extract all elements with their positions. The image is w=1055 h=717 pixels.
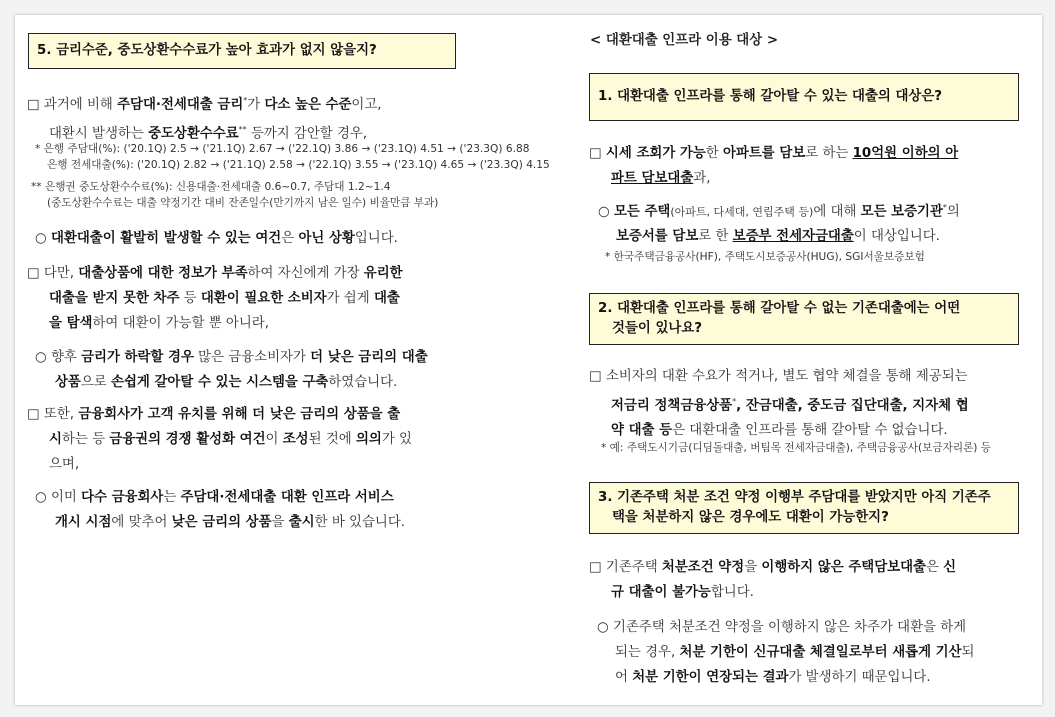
question-1-text: 1. 대환대출 인프라를 통해 갈아탈 수 있는 대출의 대상은? xyxy=(598,89,943,104)
paragraph-rate-level: □ 과거에 비해 주담대·전세대출 금리*가 다소 높은 수준이고, 대환시 발생하는 중도상환수수료** 등까지 감안할 경우, xyxy=(27,96,382,142)
question-5-text: 5. 금리수준, 중도상환수수료가 높아 효과가 없지 않을지? xyxy=(37,43,377,58)
question-3-text: 3. 기존주택 처분 조건 약정 이행부 주담대를 받았지만 아직 기존주 xyxy=(598,490,991,505)
footnote-fees: ** 은행권 중도상환수수료(%): 신용대출·전세대출 0.6~0.7, 주담대 1.2~1.4 (중도상환수수료는 대출 약정기간 대비 잔존일수(만기까지 남은 일수) 비율만큼 부과) xyxy=(31,181,439,209)
paragraph-competition: □ 또한, 금융회사가 고객 유치를 위해 더 낮은 금리의 상품을 출 시하는 등 금융권의 경쟁 활성화 여건이 조성된 것에 의의가 있 으며, xyxy=(27,407,412,472)
paragraph-conditions: ○ 대환대출이 활발히 발생할 수 있는 여건은 아닌 상황입니다. xyxy=(35,231,398,246)
paragraph-products: ○ 이미 다수 금융회사는 주담대·전세대출 대환 인프라 서비스 개시 시점에 맞추어 낮은 금리의 상품을 출시한 바 있습니다. xyxy=(35,490,406,530)
paragraph-excluded-loans: □ 소비자의 대환 수요가 적거나, 별도 협약 체결을 통해 제공되는 저금리 정책금융상품*, 잔금대출, 중도금 집단대출, 지자체 협 약 대출 등은 대환대출 인프라를 통해 갈아탈 수 없습니다. xyxy=(589,369,969,439)
paragraph-disposal-reason: ○ 기존주택 처분조건 약정을 이행하지 않은 차주가 대환을 하게 되는 경우, 처분 기한이 신규대출 체결일로부터 새롭게 기산되 어 처분 기한이 연장되는 결과가 발생하기 때문입니다. xyxy=(597,620,975,685)
question-2-text: 2. 대환대출 인프라를 통해 갈아탈 수 없는 기존대출에는 어떤 xyxy=(598,301,961,316)
paragraph-disposal-condition: □ 기존주택 처분조건 약정을 이행하지 않은 주택담보대출은 신 규 대출이 불가능합니다. xyxy=(589,560,957,600)
paragraph-apartment-loans: □ 시세 조회가 가능한 아파트를 담보로 하는 10억원 이하의 아 파트 담보대출과, xyxy=(589,146,959,186)
question-3-box: 3. 기존주택 처분 조건 약정 이행부 주담대를 받았지만 아직 기존주 택을 처분하지 않은 경우에도 대환이 가능한지? xyxy=(589,482,1019,534)
section-title: < 대환대출 인프라 이용 대상 > xyxy=(590,33,779,48)
question-5-box xyxy=(28,33,456,69)
question-1-box xyxy=(589,73,1019,121)
footnote-policy-products: * 예: 주택도시기금(디딤돌대출, 버팀목 전세자금대출), 주택금융공사(보금자리론) 등 xyxy=(601,442,992,454)
footnote-guarantors: * 한국주택금융공사(HF), 주택도시보증공사(HUG), SGI서울보증보험 xyxy=(605,251,925,263)
paragraph-jeonse-loans: ○ 모든 주택(아파트, 다세대, 연립주택 등)에 대해 모든 보증기관*의 보증서를 담보로 한 보증부 전세자금대출이 대상입니다. xyxy=(598,203,960,245)
paragraph-information: □ 다만, 대출상품에 대한 정보가 부족하여 자신에게 가장 유리한 대출을 받지 못한 차주 등 대환이 필요한 소비자가 쉽게 대출 을 탐색하여 대환이 가능할 뿐 아니라, xyxy=(27,266,403,331)
question-2-box: 2. 대환대출 인프라를 통해 갈아탈 수 없는 기존대출에는 어떤 것들이 있나요? xyxy=(589,293,1019,345)
footnote-rates: * 은행 주담대(%): ('20.1Q) 2.5 → ('21.1Q) 2.67 → ('22.1Q) 3.86 → ('23.1Q) 4.51 → ('23.3Q) 6.88 은행 전세대출(%): ('20.1Q) 2.82 → ('21.1Q) 2.58 → ('22.1Q) 3.55 → ('23.1Q) 4.65 → ('23.3Q) 4.15 xyxy=(35,143,550,171)
document-page xyxy=(15,15,1042,705)
paragraph-system: ○ 향후 금리가 하락할 경우 많은 금융소비자가 더 낮은 금리의 대출 상품으로 손쉽게 갈아탈 수 있는 시스템을 구축하였습니다. xyxy=(35,350,428,390)
